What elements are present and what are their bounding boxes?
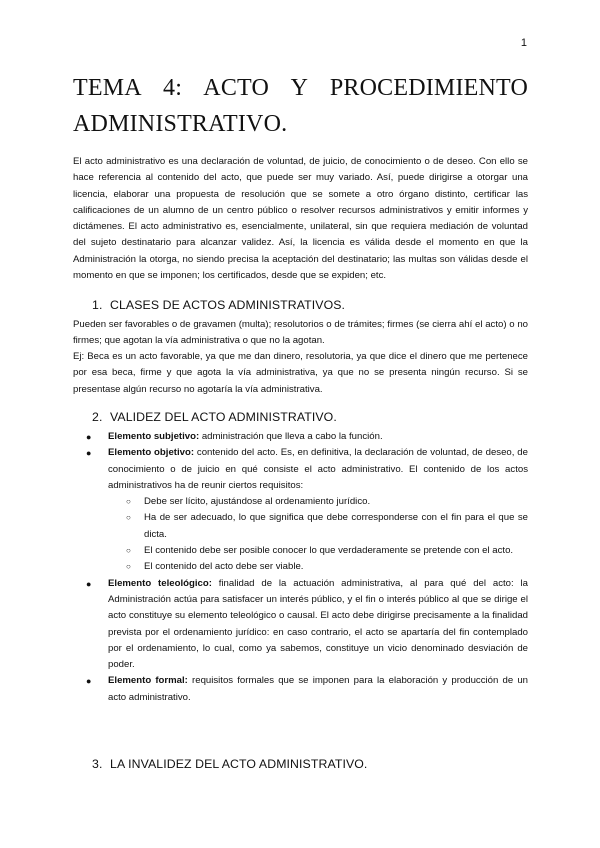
section-2-heading <box>92 410 337 424</box>
section-2-number: 2. <box>92 410 103 424</box>
requisito-text: Debe ser lícito, ajustándose al ordenamiento jurídico. <box>144 496 371 508</box>
page-number: 1 <box>520 37 527 49</box>
requisito-text: El contenido del acto debe ser viable. <box>144 561 304 573</box>
page-title <box>73 70 528 142</box>
section-2-title: VALIDEZ DEL ACTO ADMINISTRATIVO. <box>110 410 337 424</box>
list-item <box>73 576 528 674</box>
element-text: contenido del acto. Es, en definitiva, la declaración de voluntad, de deseo, de conocimiento o de juicio en qué consiste el acto administrativo. El contenido de los actos administrativos ha de reunir ciertos requisitos: <box>108 447 528 491</box>
section-1-title: CLASES DE ACTOS ADMINISTRATIVOS. <box>110 298 346 312</box>
title-line-2: ADMINISTRATIVO. <box>73 111 288 137</box>
bullet-icon: ● <box>86 448 92 459</box>
title-line-1: TEMA 4: ACTO Y PROCEDIMIENTO <box>73 75 528 101</box>
element-text: administración que lleva a cabo la función. <box>199 431 383 442</box>
circle-bullet-icon: ○ <box>126 497 131 507</box>
requisitos-list <box>108 494 528 575</box>
element-label: Elemento objetivo: <box>108 447 195 459</box>
section-1-paragraph-2: Ej: Beca es un acto favorable, ya que me dan dinero, resolutoria, ya que dice el dinero que me pertenece por esa beca, firme y que agota la vía administrativa, ya que no se presenta ningún recurso. Si se presentase algún recurso no agotaría la vía administrativa. <box>73 351 528 395</box>
circle-bullet-icon: ○ <box>126 562 131 572</box>
list-item <box>73 429 528 445</box>
element-label: Elemento formal: <box>108 675 188 687</box>
element-label: Elemento subjetivo: <box>108 431 200 442</box>
element-text: finalidad de la actuación administrativa, al para qué del acto: la Administración actúa para satisfacer un interés público, y el fin o interés público al que se dirige el acto constituye su elemento teleológico o causal. El acto debe dirigirse precisamente a la finalidad prevista por el ordenamiento jurídico: en caso contrario, el acto se apartaría del fin contemplado por el ordenamiento, lo cual, como ya sabemos, constituye un vicio denominado desviación de poder. <box>108 577 528 671</box>
list-item <box>108 494 528 510</box>
list-item <box>108 510 528 543</box>
circle-bullet-icon: ○ <box>126 513 131 523</box>
requisito-text: Ha de ser adecuado, lo que significa que debe corresponderse con el fin para el que se dicta. <box>144 512 528 540</box>
intro-paragraph: El acto administrativo es una declaración de voluntad, de juicio, de conocimiento o de deseo. Con ello se hace referencia al contenido del acto, que puede ser muy variado. Así, puede dirigirse a otorgar una licencia, elaborar una propuesta de resolución que se somete a otro órgano distinto, certificar las calificaciones de un alumno de un centro público o resolver recursos administrativos y emitir informes y dictámenes. El acto administrativo es, esencialmente, unilateral, sin que requiera mediación de voluntad del sujeto destinatario para alcanzar validez. Así, la licencia es válida desde el momento en que la Administración la otorga, no siendo precisa la aceptación del destinatario; las multas son válidas desde el momento en que se imponen; los certificados, desde que se expiden; etc. <box>73 156 528 282</box>
list-item <box>73 673 528 706</box>
requisito-text: El contenido debe ser posible conocer lo que verdaderamente se pretende con el acto. <box>144 545 514 557</box>
section-1-heading <box>92 298 345 312</box>
element-label: Elemento teleológico: <box>108 577 212 589</box>
section-3-title: LA INVALIDEZ DEL ACTO ADMINISTRATIVO. <box>110 757 368 771</box>
section-3-heading <box>92 757 367 771</box>
list-item <box>108 559 528 575</box>
list-item <box>73 445 528 575</box>
bullet-icon: ● <box>86 676 92 687</box>
validity-elements-list <box>73 429 528 706</box>
bullet-icon: ● <box>86 578 92 589</box>
circle-bullet-icon: ○ <box>126 546 131 556</box>
bullet-icon: ● <box>86 432 92 442</box>
list-item <box>108 543 528 559</box>
section-3-number: 3. <box>92 757 103 771</box>
element-text: requisitos formales que se imponen para la elaboración y producción de un acto administrativo. <box>108 675 528 703</box>
section-1-paragraph-1: Pueden ser favorables o de gravamen (multa); resolutorios o de trámites; firmes (se cierra ahí el acto) o no firmes; que agotan la vía administrativa o que no la agotan. <box>73 319 528 347</box>
section-1-number: 1. <box>92 298 103 312</box>
